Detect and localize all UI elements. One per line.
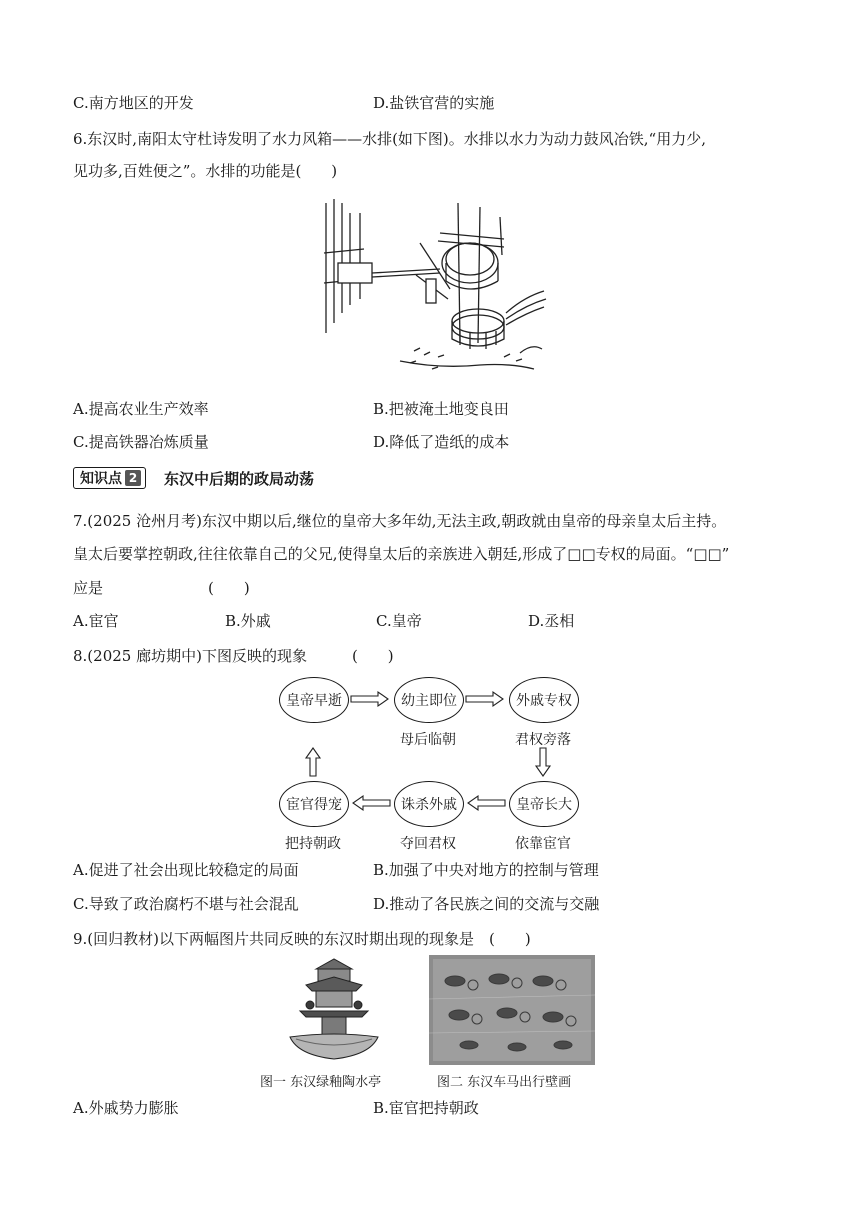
q8-option-a: A.促进了社会出现比较稳定的局面 (73, 861, 299, 879)
q7-stem-line2: 皇太后要掌控朝政,往往依靠自己的父兄,使得皇太后的亲族进入朝廷,形成了□□专权的局面。“□□” (73, 545, 730, 563)
node-young-ruler: 幼主即位 (394, 677, 464, 723)
label-control-court: 把持朝政 (285, 836, 341, 852)
pottery-water-pavilion-image (286, 955, 382, 1067)
arrow-left-2 (353, 796, 390, 810)
cycle-arrows (270, 670, 590, 830)
q7-option-b: B.外戚 (225, 612, 271, 630)
chariot-procession-mural-image (429, 955, 595, 1065)
arrow-left-1 (468, 796, 505, 810)
arrow-down (536, 748, 550, 776)
q8-option-c: C.导致了政治腐朽不堪与社会混乱 (73, 895, 299, 913)
label-regent-mother: 母后临朝 (400, 732, 456, 748)
q9-stem: 9.(回归教材)以下两幅图片共同反映的东汉时期出现的现象是 ( ) (73, 930, 531, 948)
q7-option-c: C.皇帝 (376, 612, 422, 630)
q6-stem-line1: 6.东汉时,南阳太守杜诗发明了水力风箱——水排(如下图)。水排以水力为动力鼓风冶铁,“用力少, (73, 130, 706, 148)
label-power-lost: 君权旁落 (515, 732, 571, 748)
node-consort-clan-power: 外戚专权 (509, 677, 579, 723)
node-eunuch-favored: 宦官得宠 (279, 781, 349, 827)
label-rely-eunuch: 依靠宦官 (515, 836, 571, 852)
q6-option-c: C.提高铁器冶炼质量 (73, 433, 209, 451)
q5-option-c: C.南方地区的开发 (73, 94, 194, 112)
arrow-right-1 (351, 692, 388, 706)
q9-option-a: A.外戚势力膨胀 (73, 1099, 179, 1117)
water-bellows-illustration (320, 193, 548, 381)
q6-option-b: B.把被淹土地变良田 (373, 400, 509, 418)
node-emperor-grown: 皇帝长大 (509, 781, 579, 827)
section-title: 东汉中后期的政局动荡 (164, 469, 315, 488)
q8-option-d: D.推动了各民族之间的交流与交融 (373, 895, 600, 913)
q9-option-b: B.宦官把持朝政 (373, 1099, 479, 1117)
q5-option-d: D.盐铁官营的实施 (373, 94, 495, 112)
q6-stem-line2: 见功多,百姓便之”。水排的功能是( ) (73, 162, 338, 180)
q7-stem-line3: 应是 ( ) (73, 579, 250, 597)
q6-option-d: D.降低了造纸的成本 (373, 433, 510, 451)
arrow-up (306, 748, 320, 776)
knowledge-point-label: 知识点 (80, 471, 122, 487)
node-kill-consort-clan: 诛杀外戚 (394, 781, 464, 827)
q8-option-b: B.加强了中央对地方的控制与管理 (373, 861, 599, 879)
knowledge-point-number: 2 (125, 470, 141, 486)
q7-stem-line1: 7.(2025 沧州月考)东汉中期以后,继位的皇帝大多年幼,无法主政,朝政就由皇帝的母亲皇太后主持。 (73, 512, 727, 530)
figure2-caption: 图二 东汉车马出行壁画 (437, 1075, 572, 1090)
node-emperor-early-death: 皇帝早逝 (279, 677, 349, 723)
label-regain-power: 夺回君权 (400, 836, 456, 852)
figure1-caption: 图一 东汉绿釉陶水亭 (260, 1075, 382, 1090)
arrow-right-2 (466, 692, 503, 706)
q8-stem: 8.(2025 廊坊期中)下图反映的现象 ( ) (73, 647, 394, 665)
q7-option-a: A.宦官 (73, 612, 119, 630)
knowledge-point-badge (73, 467, 146, 489)
q7-option-d: D.丞相 (528, 612, 575, 630)
section-header (73, 467, 314, 489)
q6-option-a: A.提高农业生产效率 (73, 400, 209, 418)
